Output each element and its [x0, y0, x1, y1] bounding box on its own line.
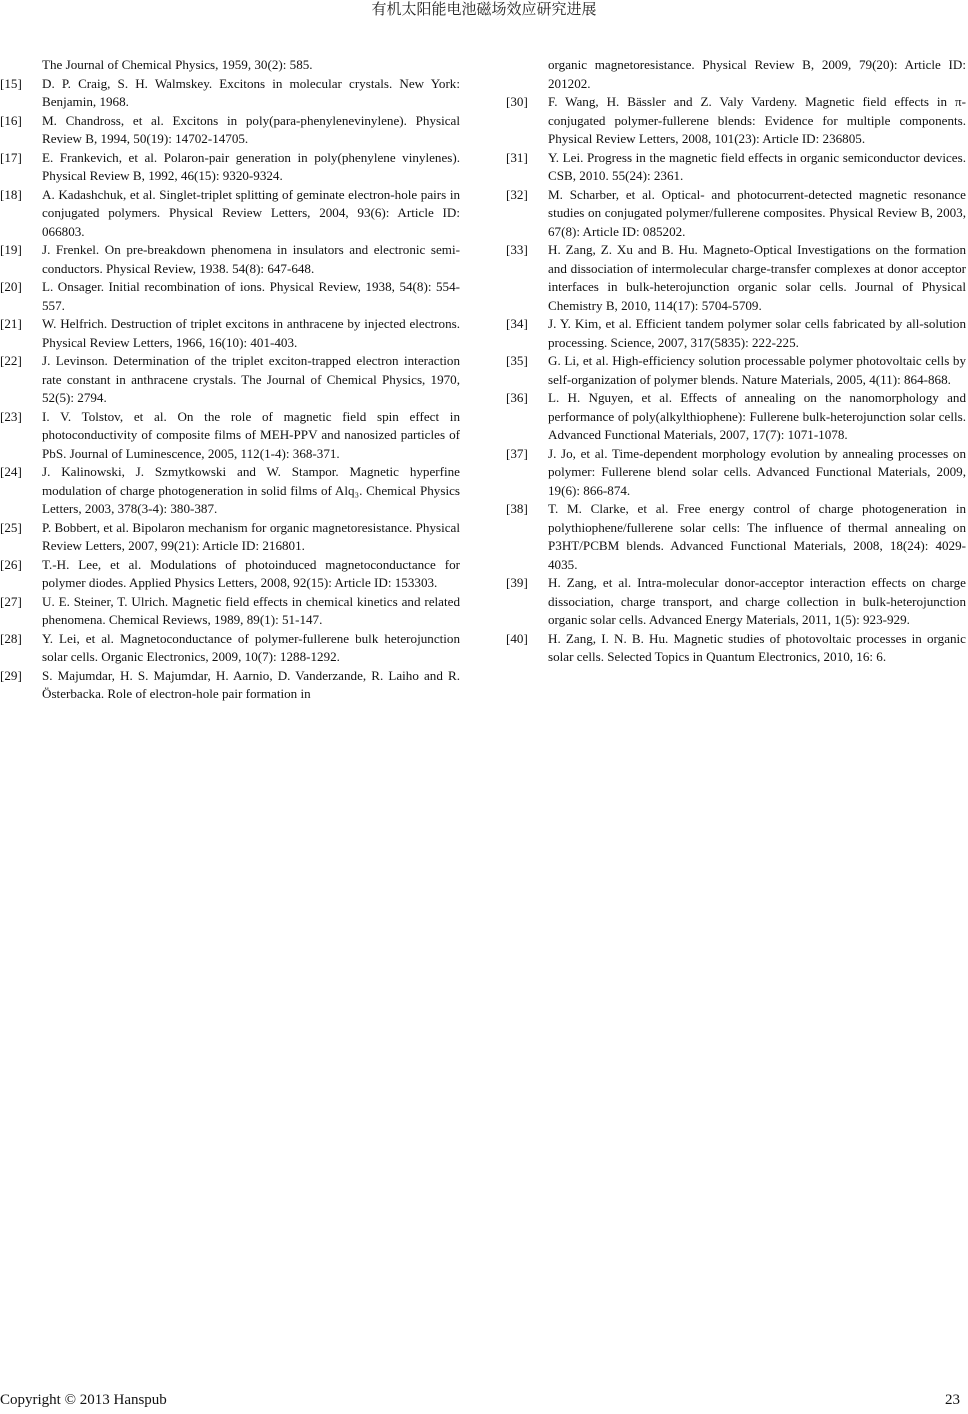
- reference-entry: [0, 519, 460, 556]
- reference-number: [32]: [506, 186, 528, 202]
- reference-entry: [506, 352, 966, 389]
- reference-number: [39]: [506, 575, 528, 590]
- reference-text: G. Li, et al. High-efficiency solution processable polymer photovoltaic cells by self-organization of polymer blends. Nature Materials, 2005, 4(11): 864-868.: [548, 353, 966, 387]
- reference-entry: [0, 463, 460, 519]
- reference-number: [35]: [506, 353, 528, 368]
- references-left-column: [0, 56, 460, 704]
- reference-number: [17]: [0, 149, 22, 165]
- reference-number: [29]: [0, 667, 22, 683]
- reference-list-right: [506, 93, 966, 667]
- reference-text: P. Bobbert, et al. Bipolaron mechanism for organic magnetoresistance. Physical Review Letters, 2007, 99(21): Article ID: 216801.: [42, 519, 460, 553]
- reference-list-left: [0, 75, 460, 704]
- reference-number: [23]: [0, 408, 22, 424]
- reference-number: [24]: [0, 464, 22, 479]
- reference-number: [33]: [506, 242, 528, 257]
- reference-number: [30]: [506, 94, 528, 109]
- reference-text: U. E. Steiner, T. Ulrich. Magnetic field effects in chemical kinetics and related phenomena. Chemical Reviews, 1989, 89(1): 51-147.: [42, 593, 460, 627]
- page-number: 23: [945, 1392, 960, 1408]
- reference-text: I. V. Tolstov, et al. On the role of magnetic field spin effect in photoconductivity of composite films of MEH-PPV and nanosized particles of PbS. Journal of Luminescence, 2005, 112(1-4): 368-371.: [42, 408, 460, 461]
- reference-text: M. Scharber, et al. Optical- and photocurrent-detected magnetic resonance studies on conjugated polymer/fullerene composites. Physical Review B, 2003, 67(8): Article ID: 085202.: [548, 186, 966, 239]
- reference-entry: [506, 500, 966, 574]
- reference-text: J. Kalinowski, J. Szmytkowski and W. Stampor. Magnetic hyperfine modulation of charge photogeneration in solid films of Alq₃. Chemical Physics Letters, 2003, 378(3-4): 380-387.: [42, 464, 460, 516]
- reference-number: [19]: [0, 242, 22, 257]
- reference-number: [37]: [506, 445, 528, 461]
- reference-entry: [0, 593, 460, 630]
- reference-number: [38]: [506, 501, 528, 516]
- references-right-column: [506, 56, 966, 667]
- reference-entry: [0, 186, 460, 242]
- reference-number: [25]: [0, 519, 22, 535]
- reference-text: T. M. Clarke, et al. Free energy control of charge photogeneration in polythiophene/fullerene solar cells: The influence of thermal annealing on P3HT/PCBM blends. Advanced Functional Materials, 2008, 18(24): 4029-4035.: [548, 501, 966, 572]
- reference-number: [34]: [506, 316, 528, 331]
- reference-number: [28]: [0, 630, 22, 646]
- running-header: 有机太阳能电池磁场效应研究进展: [371, 2, 597, 18]
- reference-text: E. Frankevich, et al. Polaron-pair generation in poly(phenylene vinylenes). Physical Review B, 1992, 46(15): 9320-9324.: [42, 149, 460, 183]
- reference-entry: [506, 241, 966, 315]
- reference-entry: [506, 574, 966, 630]
- reference-entry: [0, 75, 460, 112]
- reference-text: T.-H. Lee, et al. Modulations of photoinduced magnetoconductance for polymer diodes. Applied Physics Letters, 2008, 92(15): Article ID: 153303.: [42, 556, 460, 590]
- reference-number: [16]: [0, 112, 22, 128]
- reference-number: [26]: [0, 556, 22, 572]
- reference-entry: [506, 389, 966, 445]
- reference-text: J. Jo, et al. Time-dependent morphology evolution by annealing processes on polymer: Fullerene blend solar cells. Advanced Functional Materials, 2009, 19(6): 866-874.: [548, 445, 966, 498]
- reference-text: S. Majumdar, H. S. Majumdar, H. Aarnio, D. Vanderzande, R. Laiho and R. Österbacka. Role of electron-hole pair formation in: [42, 667, 460, 701]
- reference-number: [31]: [506, 149, 528, 165]
- reference-number: [15]: [0, 75, 22, 91]
- reference-text: F. Wang, H. Bässler and Z. Valy Vardeny. Magnetic field effects in π-conjugated polymer-fullerene blends: Evidence for multiple components. Physical Review Letters, 2008, 101(23): Article ID: 236805.: [548, 94, 966, 146]
- reference-text: L. Onsager. Initial recombination of ions. Physical Review, 1938, 54(8): 554-557.: [42, 279, 460, 313]
- reference-text: M. Chandross, et al. Excitons in poly(para-phenylenevinylene). Physical Review B, 1994, 50(19): 14702-14705.: [42, 112, 460, 146]
- reference-number: [22]: [0, 353, 22, 368]
- reference-entry: [506, 630, 966, 667]
- reference-entry: [0, 149, 460, 186]
- reference-entry: [506, 445, 966, 501]
- reference-text: W. Helfrich. Destruction of triplet excitons in anthracene by injected electrons. Physical Review Letters, 1966, 16(10): 401-403.: [42, 316, 460, 350]
- reference-entry: [0, 112, 460, 149]
- reference-text: H. Zang, I. N. B. Hu. Magnetic studies of photovoltaic processes in organic solar cells. Selected Topics in Quantum Electronics, 2010, 16: 6.: [548, 630, 966, 664]
- reference-text: H. Zang, Z. Xu and B. Hu. Magneto-Optical Investigations on the formation and dissociation of intermolecular charge-transfer complexes at donor acceptor interfaces in bulk-heterojunction organic solar cells. Journal of Physical Chemistry B, 2010, 114(17): 5704-5709.: [548, 242, 966, 313]
- reference-entry: [0, 408, 460, 464]
- reference-number: [36]: [506, 390, 528, 405]
- reference-number: [18]: [0, 186, 22, 202]
- reference-entry: [0, 278, 460, 315]
- reference-number: [27]: [0, 593, 22, 609]
- reference-entry: [0, 315, 460, 352]
- reference-number: [21]: [0, 316, 22, 331]
- reference-text: H. Zang, et al. Intra-molecular donor-acceptor interaction effects on charge dissociation, charge transport, and charge collection in bulk-heterojunction organic solar cells. Advanced Energy Materials, 2011, 1(5): 923-929.: [548, 575, 966, 627]
- copyright-notice: Copyright © 2013 Hanspub: [0, 1392, 167, 1408]
- reference-entry: [506, 315, 966, 352]
- reference-text: J. Levinson. Determination of the triplet exciton-trapped electron interaction rate constant in anthracene crystals. The Journal of Chemical Physics, 1970, 52(5): 2794.: [42, 353, 460, 405]
- reference-text: J. Frenkel. On pre-breakdown phenomena in insulators and electronic semi-conductors. Physical Review, 1938. 54(8): 647-648.: [42, 242, 460, 276]
- reference-text: L. H. Nguyen, et al. Effects of annealing on the nanomorphology and performance of poly(alkylthiophene): Fullerene bulk-heterojunction solar cells. Advanced Functional Materials, 2007, 17(7): 1071-1078.: [548, 390, 966, 442]
- reference-continuation: The Journal of Chemical Physics, 1959, 30(2): 585.: [42, 57, 313, 72]
- reference-entry: [0, 556, 460, 593]
- reference-text: J. Y. Kim, et al. Efficient tandem polymer solar cells fabricated by all-solution processing. Science, 2007, 317(5835): 222-225.: [548, 316, 966, 350]
- reference-entry: [0, 241, 460, 278]
- reference-text: Y. Lei. Progress in the magnetic field effects in organic semiconductor devices. CSB, 2010. 55(24): 2361.: [548, 149, 966, 183]
- reference-entry: [506, 149, 966, 186]
- reference-continuation: organic magnetoresistance. Physical Review B, 2009, 79(20): Article ID: 201202.: [548, 57, 966, 91]
- reference-text: D. P. Craig, S. H. Walmskey. Excitons in molecular crystals. New York: Benjamin, 1968.: [42, 75, 460, 109]
- reference-text: A. Kadashchuk, et al. Singlet-triplet splitting of geminate electron-hole pairs in conjugated polymers. Physical Review Letters, 2004, 93(6): Article ID: 066803.: [42, 186, 460, 239]
- reference-number: [40]: [506, 630, 528, 646]
- reference-number: [20]: [0, 279, 22, 294]
- reference-text: Y. Lei, et al. Magnetoconductance of polymer-fullerene bulk heterojunction solar cells. Organic Electronics, 2009, 10(7): 1288-1292.: [42, 630, 460, 664]
- reference-entry: [0, 630, 460, 667]
- reference-entry: [0, 667, 460, 704]
- reference-entry: [0, 352, 460, 408]
- reference-entry: [506, 93, 966, 149]
- reference-entry: [506, 186, 966, 242]
